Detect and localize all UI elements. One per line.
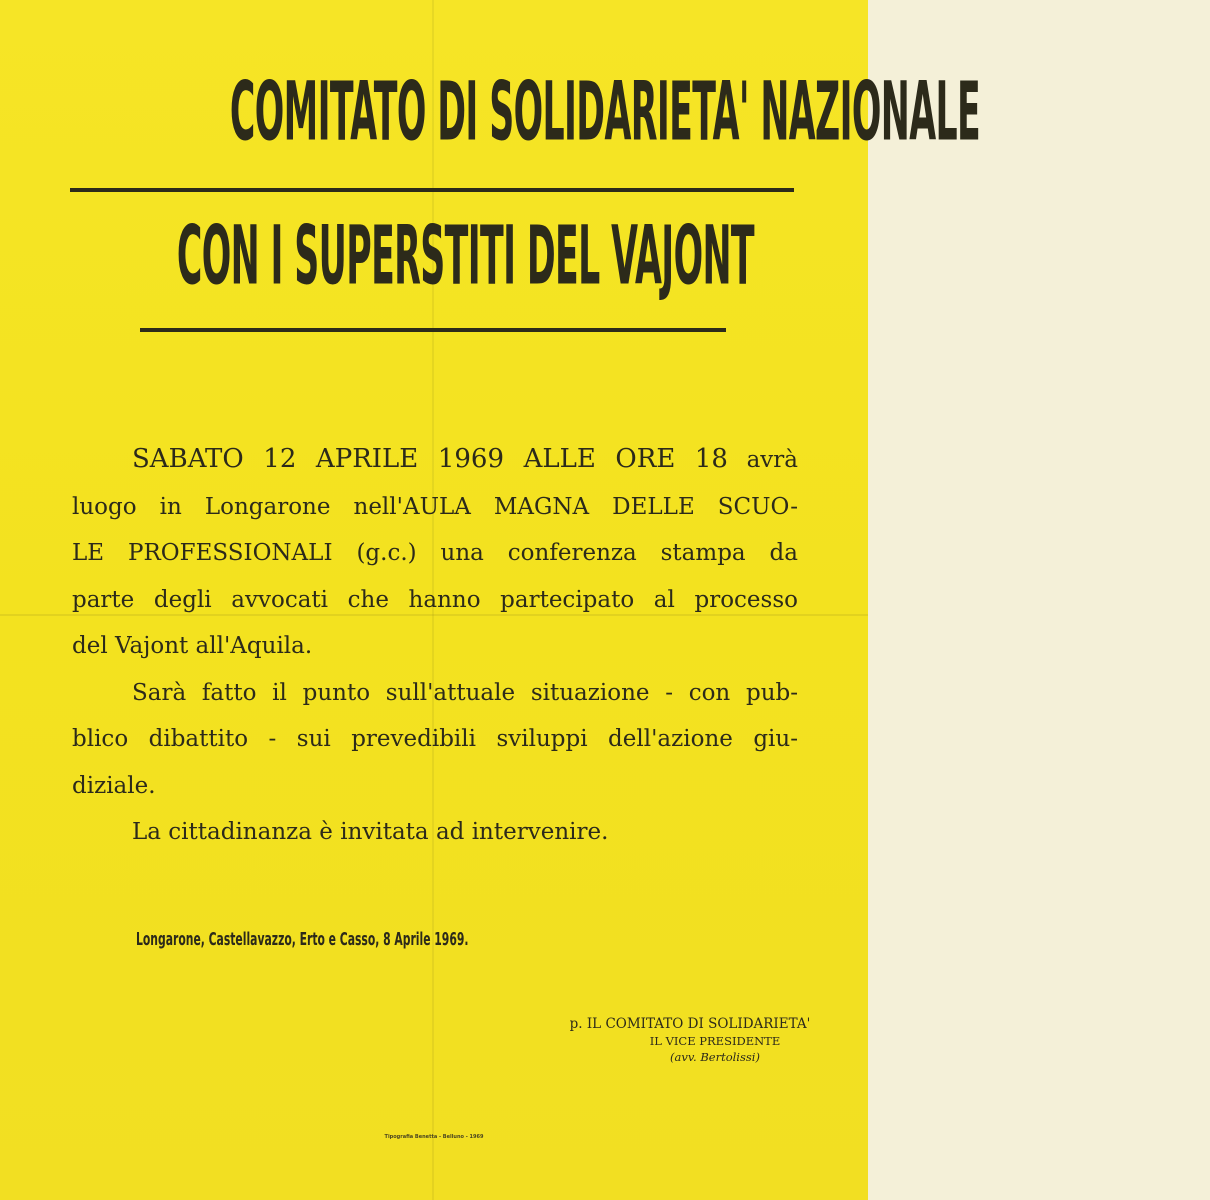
announcement-paragraph-3 xyxy=(72,809,798,856)
paragraph-2-line-3: diziale. xyxy=(72,772,156,799)
paragraph-1-line-2: luogo in Longarone nell'AULA MAGNA DELLE SCUO- xyxy=(72,493,798,520)
signature-name: (avv. Bertolissi) xyxy=(670,1050,760,1064)
signature-block xyxy=(530,1016,850,1064)
paragraph-1-line-4: parte degli avvocati che hanno partecipato al processo xyxy=(72,586,798,613)
signature-role: IL VICE PRESIDENTE xyxy=(649,1034,781,1048)
title-underline-1 xyxy=(70,188,794,192)
announcement-paragraph-2 xyxy=(72,670,798,810)
announcement-body xyxy=(72,436,798,856)
poster-title-line-1: COMITATO DI SOLIDARIETA' NAZIONALE xyxy=(229,65,981,160)
signature-committee: p. IL COMITATO DI SOLIDARIETA' xyxy=(569,1016,811,1032)
title-underline-2 xyxy=(140,328,726,332)
paragraph-1-line-5: del Vajont all'Aquila. xyxy=(72,633,313,659)
paragraph-1-line-3: LE PROFESSIONALI (g.c.) una conferenza stampa da xyxy=(72,540,798,566)
paragraph-2-line-2: blico dibattito - sui prevedibili sviluppi dell'azione giu- xyxy=(72,726,798,752)
printer-imprint: Tipografia Benetta - Belluno - 1969 xyxy=(384,1134,484,1140)
place-and-date: Longarone, Castellavazzo, Erto e Casso, 8 Aprile 1969. xyxy=(136,928,469,950)
paragraph-2-line-1: Sarà fatto il punto sull'attuale situazione - con pub- xyxy=(132,679,798,706)
poster-title-line-2: CON I SUPERSTITI DEL VAJONT xyxy=(176,209,754,304)
announcement-paragraph-1 xyxy=(72,436,798,670)
paragraph-1-line-1: SABATO 12 APRILE 1969 ALLE ORE 18 avrà xyxy=(132,444,799,474)
paragraph-3-line-1: La cittadinanza è invitata ad intervenire. xyxy=(132,819,609,845)
